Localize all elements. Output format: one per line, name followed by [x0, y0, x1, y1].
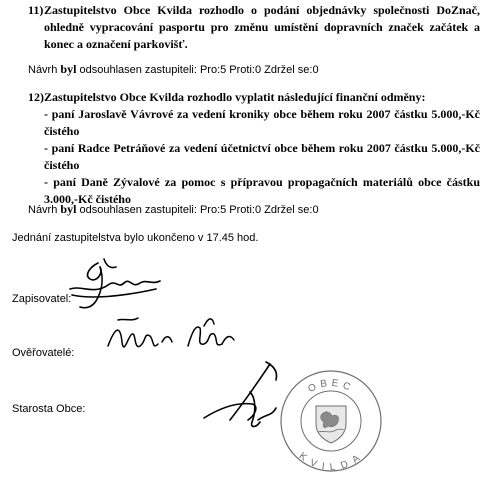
- verifier-signatures: [100, 306, 250, 364]
- stamp-top-text: OBEC: [306, 377, 356, 396]
- reward-line-3: - paní Daně Zývalové za pomoc s přípravou propagačních materiálů obce částku 3.000,-Kč čistého: [44, 175, 480, 206]
- resolution-number: 11): [28, 3, 44, 17]
- resolution-number: 12): [28, 90, 44, 104]
- vote-keyword: byl: [60, 202, 77, 216]
- vote-result-12: [28, 202, 319, 217]
- mayor-label: Starosta Obce:: [12, 403, 86, 415]
- municipal-stamp: [278, 368, 384, 474]
- svg-text:OBEC: [306, 378, 355, 395]
- resolution-text: Zastupitelstvo Obce Kvilda rozhodlo vyplatit následující finanční odměny:: [44, 90, 426, 104]
- vote-prefix: Návrh: [28, 64, 58, 76]
- svg-text:KVILDA: [297, 451, 366, 474]
- reward-line-2: - paní Radce Petráňové za vedení účetnictví obce během roku 2007 částku 5.000,-Kč čistého: [44, 141, 480, 172]
- stamp-bottom-text: KVILDA: [296, 450, 366, 474]
- recorder-label: Zapisovatel:: [12, 293, 72, 305]
- vote-prefix: Návrh: [28, 204, 58, 216]
- coat-of-arms-icon: [316, 406, 346, 443]
- vote-suffix: odsouhlasen zastupiteli: Pro:5 Proti:0 Zdržel se:0: [79, 204, 319, 216]
- vote-keyword: byl: [60, 62, 77, 76]
- vote-suffix: odsouhlasen zastupiteli: Pro:5 Proti:0 Zdržel se:0: [79, 64, 319, 76]
- resolution-11: [28, 2, 480, 53]
- closing-statement: Jednání zastupitelstva bylo ukončeno v 17.45 hod.: [12, 232, 259, 244]
- resolution-12: [28, 89, 480, 208]
- vote-result-11: [28, 62, 319, 77]
- reward-line-1: - paní Jaroslavě Vávrové za vedení kroniky obce během roku 2007 částku 5.000,-Kč čistého: [44, 107, 480, 138]
- resolution-text: Zastupitelstvo Obce Kvilda rozhodlo o podání objednávky společnosti DoZnač, ohledně vypracování pasportu pro změnu umístění dopravních značek začátek a konec a označení parkovišť.: [44, 3, 480, 51]
- verifiers-label: Ověřovatelé:: [12, 347, 75, 359]
